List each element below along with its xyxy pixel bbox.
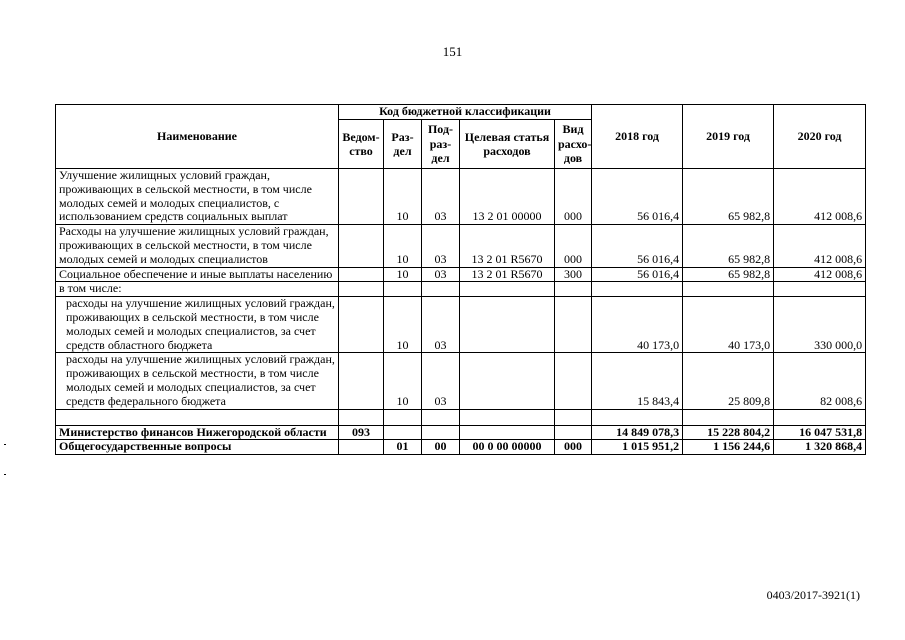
scan-edge-mark bbox=[4, 444, 6, 445]
row-name: Общегосударственные вопросы bbox=[56, 440, 339, 455]
row-vr bbox=[555, 297, 592, 353]
row-2020: 412 008,6 bbox=[774, 225, 866, 267]
row-pr: 03 bbox=[422, 267, 460, 282]
row-name: Расходы на улучшение жилищных условий граждан, проживающих в сельской местности, в том числе молодых семей и молодых специалистов bbox=[56, 225, 339, 267]
row-vr: 000 bbox=[555, 225, 592, 267]
header-vedomstvo: Ведом-ство bbox=[339, 120, 384, 169]
header-name: Наименование bbox=[56, 105, 339, 169]
row-2019: 25 809,8 bbox=[683, 353, 774, 409]
row-name: Министерство финансов Нижегородской области bbox=[56, 425, 339, 440]
row-name: расходы на улучшение жилищных условий граждан, проживающих в сельской местности, в том числе молодых семей и молодых специалистов, за счет средств областного бюджета bbox=[56, 297, 339, 353]
row-cs bbox=[460, 297, 555, 353]
row-name: Улучшение жилищных условий граждан, проживающих в сельской местности, в том числе молодых семей и молодых специалистов, с использованием средств социальных выплат bbox=[56, 169, 339, 225]
row-2020: 82 008,6 bbox=[774, 353, 866, 409]
row-2020: 16 047 531,8 bbox=[774, 425, 866, 440]
row-ved bbox=[339, 409, 384, 425]
header-2019: 2019 год bbox=[683, 105, 774, 169]
row-name: в том числе: bbox=[56, 282, 339, 297]
row-2018: 56 016,4 bbox=[592, 169, 683, 225]
table-row bbox=[56, 425, 866, 440]
row-vr bbox=[555, 409, 592, 425]
row-pr: 03 bbox=[422, 353, 460, 409]
row-ved bbox=[339, 440, 384, 455]
table-row bbox=[56, 282, 866, 297]
row-2020: 412 008,6 bbox=[774, 169, 866, 225]
row-2020 bbox=[774, 409, 866, 425]
row-rz: 10 bbox=[384, 169, 422, 225]
row-vr bbox=[555, 353, 592, 409]
header-vid: Вид расхо-дов bbox=[555, 120, 592, 169]
row-ved bbox=[339, 297, 384, 353]
row-rz: 10 bbox=[384, 297, 422, 353]
row-vr: 300 bbox=[555, 267, 592, 282]
row-cs bbox=[460, 425, 555, 440]
table-row bbox=[56, 409, 866, 425]
row-2018 bbox=[592, 282, 683, 297]
row-2019: 65 982,8 bbox=[683, 169, 774, 225]
row-name bbox=[56, 409, 339, 425]
row-cs bbox=[460, 282, 555, 297]
table-row bbox=[56, 353, 866, 409]
row-pr: 00 bbox=[422, 440, 460, 455]
header-2018: 2018 год bbox=[592, 105, 683, 169]
row-2020: 412 008,6 bbox=[774, 267, 866, 282]
header-code-group: Код бюджетной классификации bbox=[339, 105, 592, 120]
row-cs: 13 2 01 R5670 bbox=[460, 267, 555, 282]
row-cs: 13 2 01 R5670 bbox=[460, 225, 555, 267]
row-vr bbox=[555, 282, 592, 297]
row-2020: 1 320 868,4 bbox=[774, 440, 866, 455]
row-ved bbox=[339, 225, 384, 267]
table-row bbox=[56, 267, 866, 282]
row-ved bbox=[339, 267, 384, 282]
row-ved bbox=[339, 282, 384, 297]
table-row bbox=[56, 297, 866, 353]
table-row bbox=[56, 440, 866, 455]
row-2019 bbox=[683, 282, 774, 297]
row-rz: 10 bbox=[384, 225, 422, 267]
row-2018: 1 015 951,2 bbox=[592, 440, 683, 455]
row-2018: 15 843,4 bbox=[592, 353, 683, 409]
row-2020: 330 000,0 bbox=[774, 297, 866, 353]
row-2019: 65 982,8 bbox=[683, 267, 774, 282]
document-code: 0403/2017-3921(1) bbox=[766, 588, 860, 602]
row-2018: 56 016,4 bbox=[592, 267, 683, 282]
row-rz: 10 bbox=[384, 353, 422, 409]
row-pr bbox=[422, 409, 460, 425]
row-pr bbox=[422, 282, 460, 297]
row-2019: 15 228 804,2 bbox=[683, 425, 774, 440]
budget-table bbox=[55, 104, 866, 455]
row-ved: 093 bbox=[339, 425, 384, 440]
row-2019 bbox=[683, 409, 774, 425]
row-cs bbox=[460, 409, 555, 425]
scan-edge-mark bbox=[4, 474, 6, 475]
row-pr bbox=[422, 425, 460, 440]
row-rz: 01 bbox=[384, 440, 422, 455]
row-2018: 40 173,0 bbox=[592, 297, 683, 353]
row-2018: 56 016,4 bbox=[592, 225, 683, 267]
row-pr: 03 bbox=[422, 225, 460, 267]
header-target: Целевая статья расходов bbox=[460, 120, 555, 169]
header-podrazdel: Под-раз-дел bbox=[422, 120, 460, 169]
table-row bbox=[56, 225, 866, 267]
row-rz: 10 bbox=[384, 267, 422, 282]
row-vr: 000 bbox=[555, 169, 592, 225]
row-cs bbox=[460, 353, 555, 409]
row-2019: 65 982,8 bbox=[683, 225, 774, 267]
row-name: Социальное обеспечение и иные выплаты населению bbox=[56, 267, 339, 282]
row-vr: 000 bbox=[555, 440, 592, 455]
table-row bbox=[56, 169, 866, 225]
row-rz bbox=[384, 425, 422, 440]
row-ved bbox=[339, 169, 384, 225]
row-2019: 1 156 244,6 bbox=[683, 440, 774, 455]
row-vr bbox=[555, 425, 592, 440]
row-pr: 03 bbox=[422, 169, 460, 225]
row-pr: 03 bbox=[422, 297, 460, 353]
header-razdel: Раз-дел bbox=[384, 120, 422, 169]
page-number: 151 bbox=[442, 44, 463, 59]
row-cs: 00 0 00 00000 bbox=[460, 440, 555, 455]
row-rz bbox=[384, 282, 422, 297]
header-2020: 2020 год bbox=[774, 105, 866, 169]
row-2018: 14 849 078,3 bbox=[592, 425, 683, 440]
row-rz bbox=[384, 409, 422, 425]
row-2018 bbox=[592, 409, 683, 425]
row-ved bbox=[339, 353, 384, 409]
row-2020 bbox=[774, 282, 866, 297]
row-cs: 13 2 01 00000 bbox=[460, 169, 555, 225]
row-name: расходы на улучшение жилищных условий граждан, проживающих в сельской местности, в том числе молодых семей и молодых специалистов, за счет средств федерального бюджета bbox=[56, 353, 339, 409]
row-2019: 40 173,0 bbox=[683, 297, 774, 353]
